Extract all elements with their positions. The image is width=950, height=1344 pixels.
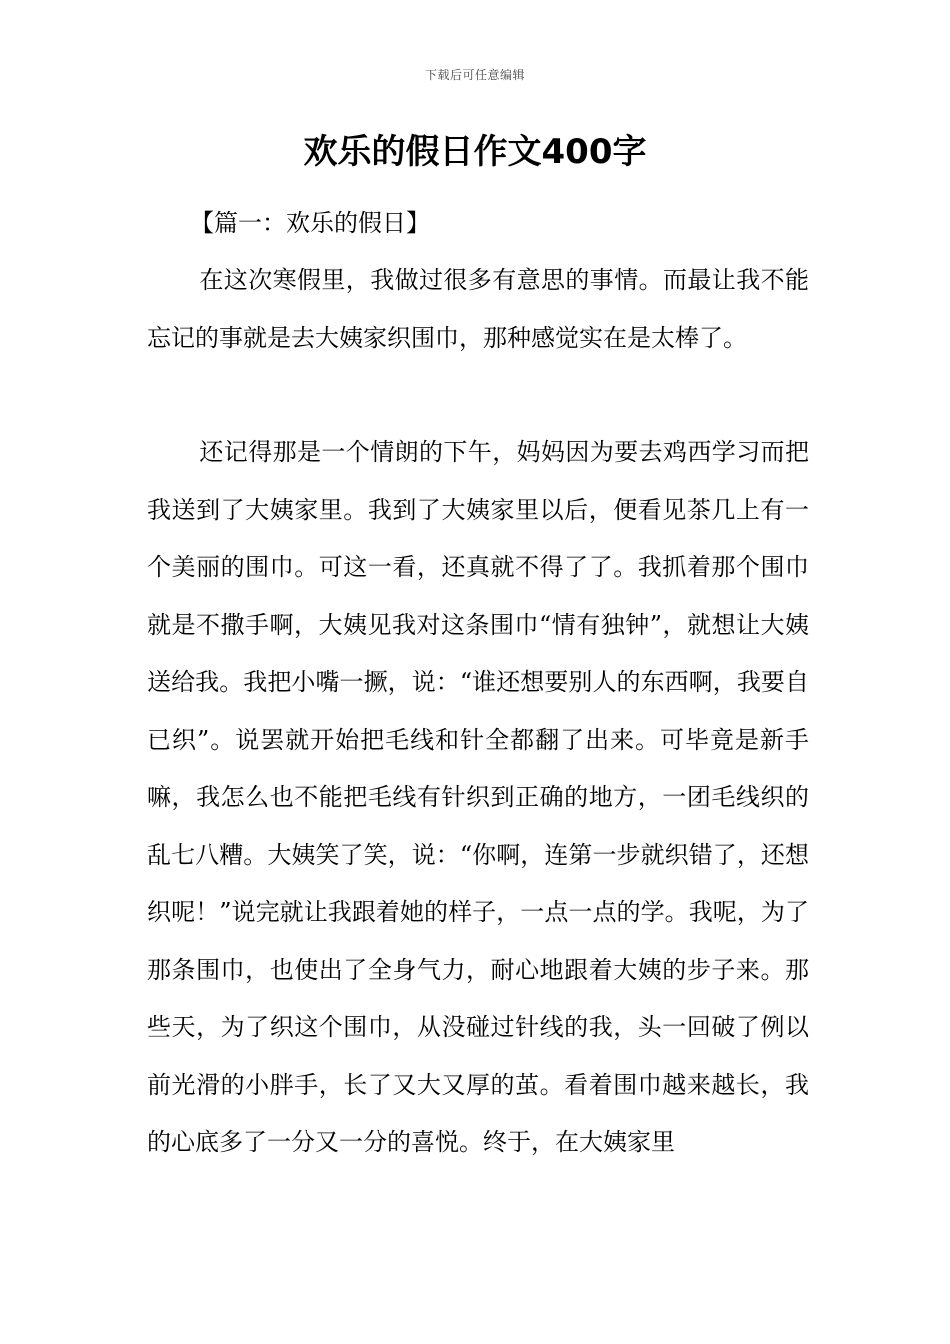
paragraph-1	[147, 252, 809, 367]
section-heading: 【篇一：欢乐的假日】	[190, 209, 430, 237]
paragraph-2-text: 还记得那是一个情朗的下午，妈妈因为要去鸡西学习而把我送到了大姨家里。我到了大姨家里以后，便看见茶几上有一个美丽的围巾。可这一看，还真就不得了了。我抓着那个围巾就是不撒手啊，大姨见我对这条围巾“情有独钟”，就想让大姨送给我。我把小嘴一撅，说：“谁还想要别人的东西啊，我要自已织”。说罢就开始把毛线和针全都翻了出来。可毕竟是新手嘛，我怎么也不能把毛线有针织到正确的地方，一团毛线织的乱七八糟。大姨笑了笑，说：“你啊，连第一步就织错了，还想织呢！”说完就让我跟着她的样子，一点一点的学。我呢，为了那条围巾，也使出了全身气力，耐心地跟着大姨的步子来。那些天，为了织这个围巾，从没碰过针线的我，头一回破了例以前光滑的小胖手，长了又大又厚的茧。看着围巾越来越长，我的心底多了一分又一分的喜悦。终于，在大姨家里	[147, 438, 809, 1156]
paragraph-1-text: 在这次寒假里，我做过很多有意思的事情。而最让我不能忘记的事就是去大姨家织围巾，那种感觉实在是太棒了。	[147, 266, 809, 352]
paragraph-2	[147, 424, 809, 1172]
header-note: 下载后可任意编辑	[424, 68, 525, 82]
document-title: 欢乐的假日作文400字	[303, 132, 647, 172]
